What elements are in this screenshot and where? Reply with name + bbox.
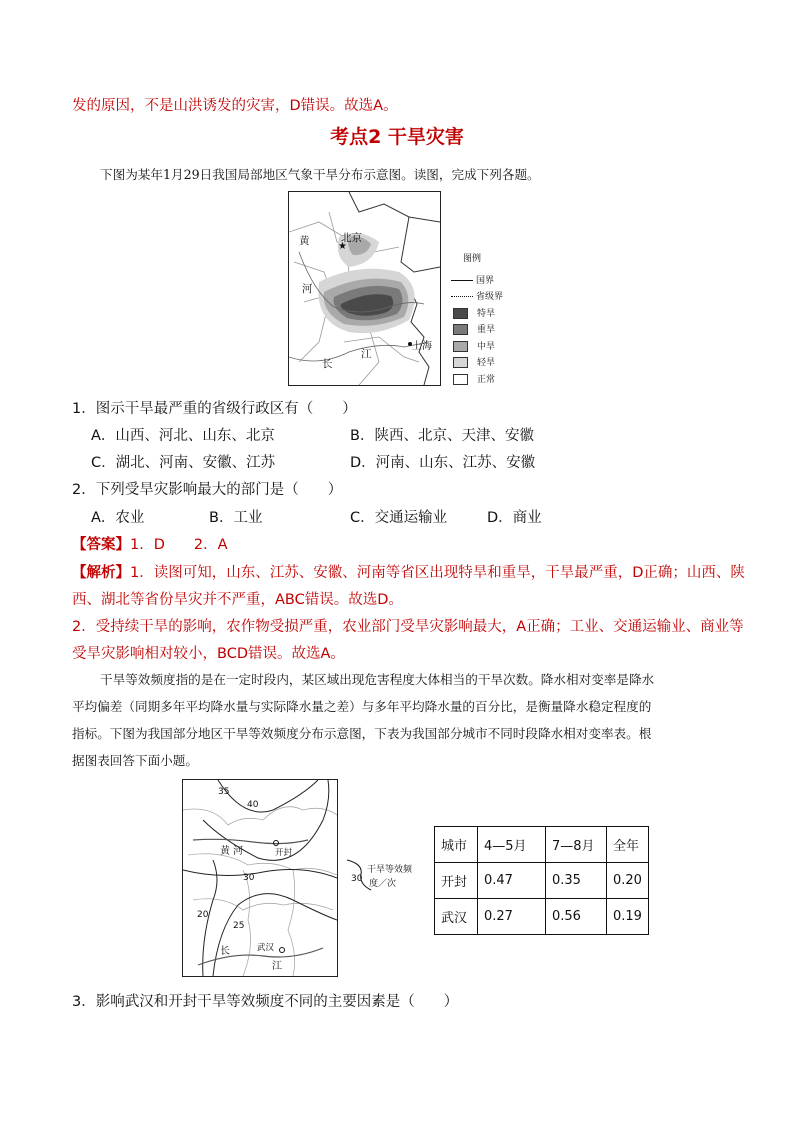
analysis-line-3: 2．受持续干旱的影响，农作物受损严重，农业部门受旱灾影响最大，A正确；工业、交通运输业、商业等 bbox=[72, 619, 744, 635]
intro-text-1: 下图为某年1月29日我国局部地区气象干旱分布示意图。读图，完成下列各题。 bbox=[100, 167, 540, 182]
map1-label-jiang: 江 bbox=[361, 348, 372, 360]
table-cell: 开封 bbox=[435, 863, 478, 899]
q1-option-d: D．河南、山东、江苏、安徽 bbox=[350, 455, 536, 471]
table-row bbox=[435, 863, 649, 899]
beijing-star-icon: ★ bbox=[338, 241, 347, 252]
intro2-line-3: 指标。下图为我国部分地区干旱等效频度分布示意图，下表为我国部分城市不同时段降水相对变率表。根 bbox=[72, 726, 652, 741]
table-cell: 0.27 bbox=[478, 899, 546, 935]
analysis-line-2: 西、湖北等省份旱灾并不严重，ABC错误。故选D。 bbox=[72, 592, 403, 608]
continued-text: 发的原因，不是山洪诱发的灾害，D错误。故选A。 bbox=[72, 98, 398, 114]
q2-option-b: B．工业 bbox=[209, 510, 263, 526]
map2-label-25: 25 bbox=[233, 921, 245, 931]
map2-legend-text-2: 度／次 bbox=[369, 879, 397, 889]
map2-label-35: 35 bbox=[218, 787, 230, 797]
q1-stem: 1．图示干旱最严重的省级行政区有（ ） bbox=[72, 401, 357, 417]
precip-variability-table bbox=[434, 826, 649, 935]
q2-option-d: D．商业 bbox=[487, 510, 542, 526]
wuhan-dot-icon bbox=[280, 948, 285, 953]
q2-option-a: A．农业 bbox=[91, 510, 145, 526]
table-row bbox=[435, 899, 649, 935]
map1-label-shanghai: 上海 bbox=[412, 341, 432, 352]
table-cell: 0.20 bbox=[607, 863, 649, 899]
intro2-line-4: 据图表回答下面小题。 bbox=[72, 753, 198, 768]
legend-item-province: 省级界 bbox=[451, 289, 503, 302]
table-header-cell: 4—5月 bbox=[478, 827, 546, 863]
map2-label-kaifeng: 开封 bbox=[275, 848, 293, 858]
map1-label-he: 河 bbox=[302, 283, 313, 295]
map2-label-huang: 黄 bbox=[220, 846, 230, 857]
intro2-line-1: 干旱等效频度指的是在一定时段内，某区域出现危害程度大体相当的干旱次数。降水相对变率是降水 bbox=[100, 672, 655, 687]
table-cell: 武汉 bbox=[435, 899, 478, 935]
frequency-map bbox=[182, 779, 338, 977]
map2-label-30a: 30 bbox=[243, 873, 255, 883]
table-header-row bbox=[435, 827, 649, 863]
map1-label-beijing: 北京 bbox=[341, 232, 362, 244]
table-header-cell: 全年 bbox=[607, 827, 649, 863]
map2-label-wuhan: 武汉 bbox=[257, 943, 275, 953]
q1-option-c: C．湖北、河南、安徽、江苏 bbox=[91, 455, 276, 471]
legend-item-moderate: 中旱 bbox=[453, 339, 495, 352]
legend-item-severe: 重旱 bbox=[453, 322, 495, 335]
legend-item-light: 轻旱 bbox=[453, 355, 495, 368]
table-cell: 0.47 bbox=[478, 863, 546, 899]
map2-legend-text-1: 干旱等效频 bbox=[367, 865, 413, 875]
map2-label-20: 20 bbox=[197, 910, 209, 920]
q3-stem: 3．影响武汉和开封干旱等效频度不同的主要因素是（ ） bbox=[72, 994, 459, 1010]
table-header-cell: 7—8月 bbox=[546, 827, 607, 863]
map2-label-chang: 长 bbox=[220, 946, 230, 957]
q1-option-b: B．陕西、北京、天津、安徽 bbox=[350, 428, 534, 444]
q2-option-c: C．交通运输业 bbox=[350, 510, 448, 526]
legend-item-extreme: 特旱 bbox=[453, 306, 495, 319]
analysis-line-4: 受旱灾影响相对较小，BCD错误。故选A。 bbox=[72, 646, 345, 662]
table-cell: 0.35 bbox=[546, 863, 607, 899]
analysis-line-1: 【解析】1．读图可知，山东、江苏、安徽、河南等省区出现特旱和重旱，干旱最严重，D正确；山西、陕 bbox=[72, 565, 745, 581]
legend-title: 图例 bbox=[463, 254, 482, 264]
map1-label-chang: 长 bbox=[322, 358, 333, 370]
q1-option-a: A．山西、河北、山东、北京 bbox=[91, 428, 275, 444]
map2-label-jiang: 江 bbox=[272, 961, 282, 972]
map2-label-40: 40 bbox=[247, 800, 259, 810]
answer: 【答案】1．D 2．A bbox=[72, 537, 228, 553]
section-title: 考点2 干旱灾害 bbox=[330, 126, 464, 148]
legend-item-normal: 正常 bbox=[453, 372, 495, 385]
map1-label-huang: 黄 bbox=[299, 235, 310, 247]
map2-legend-value: 30 bbox=[351, 874, 363, 884]
table-cell: 0.56 bbox=[546, 899, 607, 935]
intro2-line-2: 平均偏差（同期多年平均降水量与实际降水量之差）与多年平均降水量的百分比，是衡量降水稳定程度的 bbox=[72, 699, 652, 714]
map2-label-he: 河 bbox=[233, 846, 243, 857]
table-cell: 0.19 bbox=[607, 899, 649, 935]
q2-stem: 2．下列受旱灾影响最大的部门是（ ） bbox=[72, 482, 343, 498]
drought-map bbox=[288, 191, 441, 386]
table-header-cell: 城市 bbox=[435, 827, 478, 863]
legend-item-border: 国界 bbox=[451, 273, 494, 286]
